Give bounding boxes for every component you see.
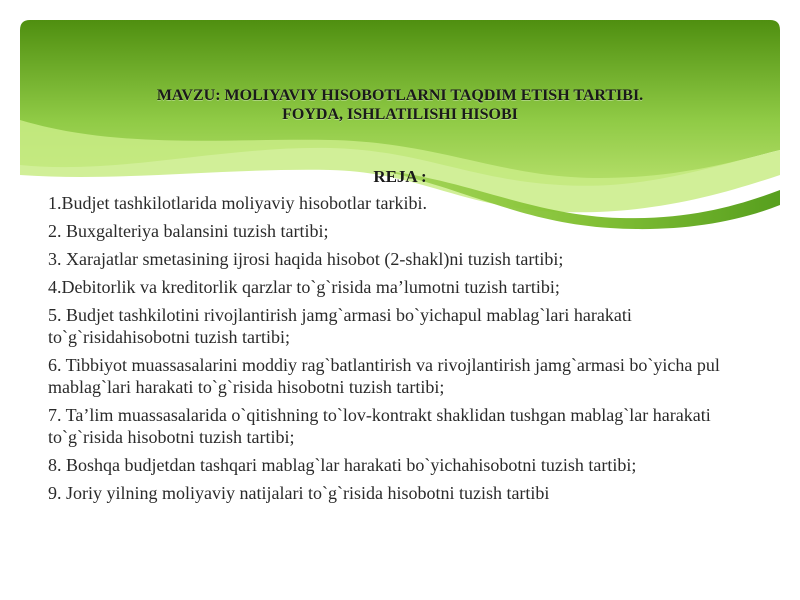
plan-item-4: 4.Debitorlik va kreditorlik qarzlar to`g`risida ma’lumotni tuzish tartibi; [48,277,560,297]
plan-item-5: 5. Budjet tashkilotini rivojlantirish jamg`armasi bo`yichapul mablag`lari harakati to`g`risidahisobotni tuzish tartibi; [48,305,632,347]
plan-item-7: 7. Ta’lim muassasalarida o`qitishning to`lov-kontrakt shaklidan tushgan mablag`lar harakati to`g`risida hisobotni tuzish tartibi; [48,405,711,447]
plan-heading: REJA : [373,167,427,186]
plan-item-3: 3. Xarajatlar smetasining ijrosi haqida hisobot (2-shakl)ni tuzish tartibi; [48,249,564,269]
plan-item-6: 6. Tibbiyot muassasalarini moddiy rag`batlantirish va rivojlantirish jamg`armasi bo`yicha pul mablag`lari harakati to`g`risida hisobotni tuzish tartibi; [48,355,720,397]
title-line-2: FOYDA, ISHLATILISHI HISOBI [282,106,518,123]
plan-item-8: 8. Boshqa budjetdan tashqari mablag`lar harakati bo`yichahisobotni tuzish tartibi; [48,455,637,475]
title-line-1: MAVZU: MOLIYAVIY HISOBOTLARNI TAQDIM ETISH TARTIBI. [156,87,644,104]
plan-item-2: 2. Buxgalteriya balansini tuzish tartibi; [48,221,329,241]
plan-list [48,192,748,510]
slide-title [60,86,740,124]
plan-item-1: 1.Budjet tashkilotlarida moliyaviy hisobotlar tarkibi. [48,193,427,213]
plan-item-9: 9. Joriy yilning moliyaviy natijalari to`g`risida hisobotni tuzish tartibi [48,483,550,503]
